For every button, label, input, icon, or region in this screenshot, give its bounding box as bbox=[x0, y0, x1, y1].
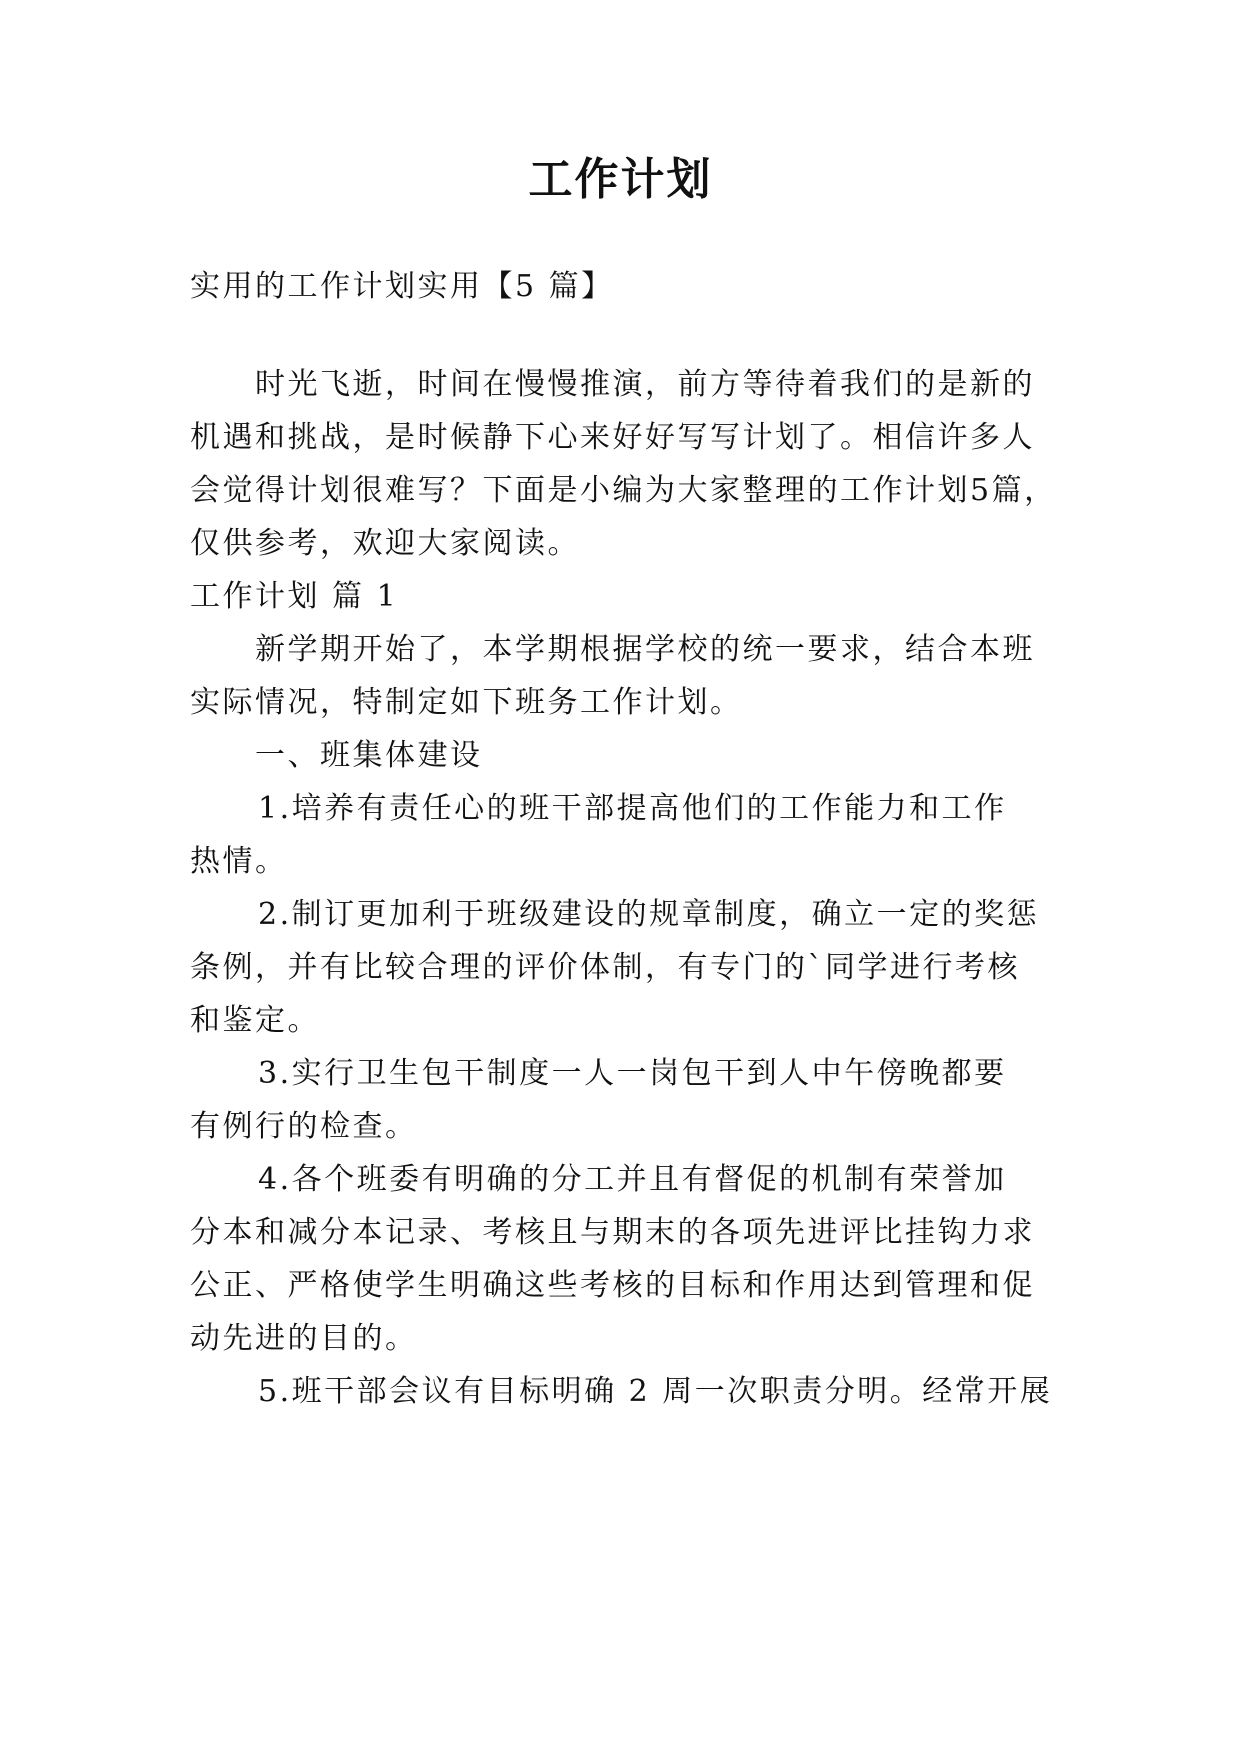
list-item-line: 和鉴定。 bbox=[190, 1003, 320, 1038]
paragraph-line: 会觉得计划很难写？下面是小编为大家整理的工作计划5篇， bbox=[190, 473, 1057, 508]
paragraph-line: 时光飞逝，时间在慢慢推演，前方等待着我们的是新的 bbox=[255, 367, 1035, 402]
subsection-heading: 一、班集体建设 bbox=[255, 738, 483, 773]
paragraph-line: 机遇和挑战，是时候静下心来好好写写计划了。相信许多人 bbox=[190, 420, 1035, 455]
list-item-line: 条例，并有比较合理的评价体制，有专门的`同学进行考核 bbox=[190, 950, 1020, 985]
list-item-line: 分本和减分本记录、考核且与期末的各项先进评比挂钩力求 bbox=[190, 1215, 1035, 1250]
list-item-line: 1.培养有责任心的班干部提高他们的工作能力和工作 bbox=[258, 791, 1007, 826]
list-item-line: 热情。 bbox=[190, 844, 288, 879]
list-item-line: 4.各个班委有明确的分工并且有督促的机制有荣誉加 bbox=[258, 1162, 1007, 1197]
paragraph-line: 实际情况，特制定如下班务工作计划。 bbox=[190, 685, 743, 720]
list-item-line: 动先进的目的。 bbox=[190, 1321, 418, 1356]
list-item-line: 2.制订更加利于班级建设的规章制度，确立一定的奖惩 bbox=[258, 897, 1040, 932]
section-heading: 工作计划 篇 1 bbox=[190, 579, 399, 614]
subtitle: 实用的工作计划实用【5 篇】 bbox=[190, 269, 614, 304]
paragraph-line: 仅供参考，欢迎大家阅读。 bbox=[190, 526, 580, 561]
page-title: 工作计划 bbox=[528, 154, 713, 205]
list-item-line: 5.班干部会议有目标明确 2 周一次职责分明。经常开展 bbox=[258, 1374, 1053, 1409]
list-item-line: 3.实行卫生包干制度一人一岗包干到人中午傍晚都要 bbox=[258, 1056, 1007, 1091]
list-item-line: 公正、严格使学生明确这些考核的目标和作用达到管理和促 bbox=[190, 1268, 1035, 1303]
paragraph-line: 新学期开始了，本学期根据学校的统一要求，结合本班 bbox=[255, 632, 1035, 667]
list-item-line: 有例行的检查。 bbox=[190, 1109, 418, 1144]
